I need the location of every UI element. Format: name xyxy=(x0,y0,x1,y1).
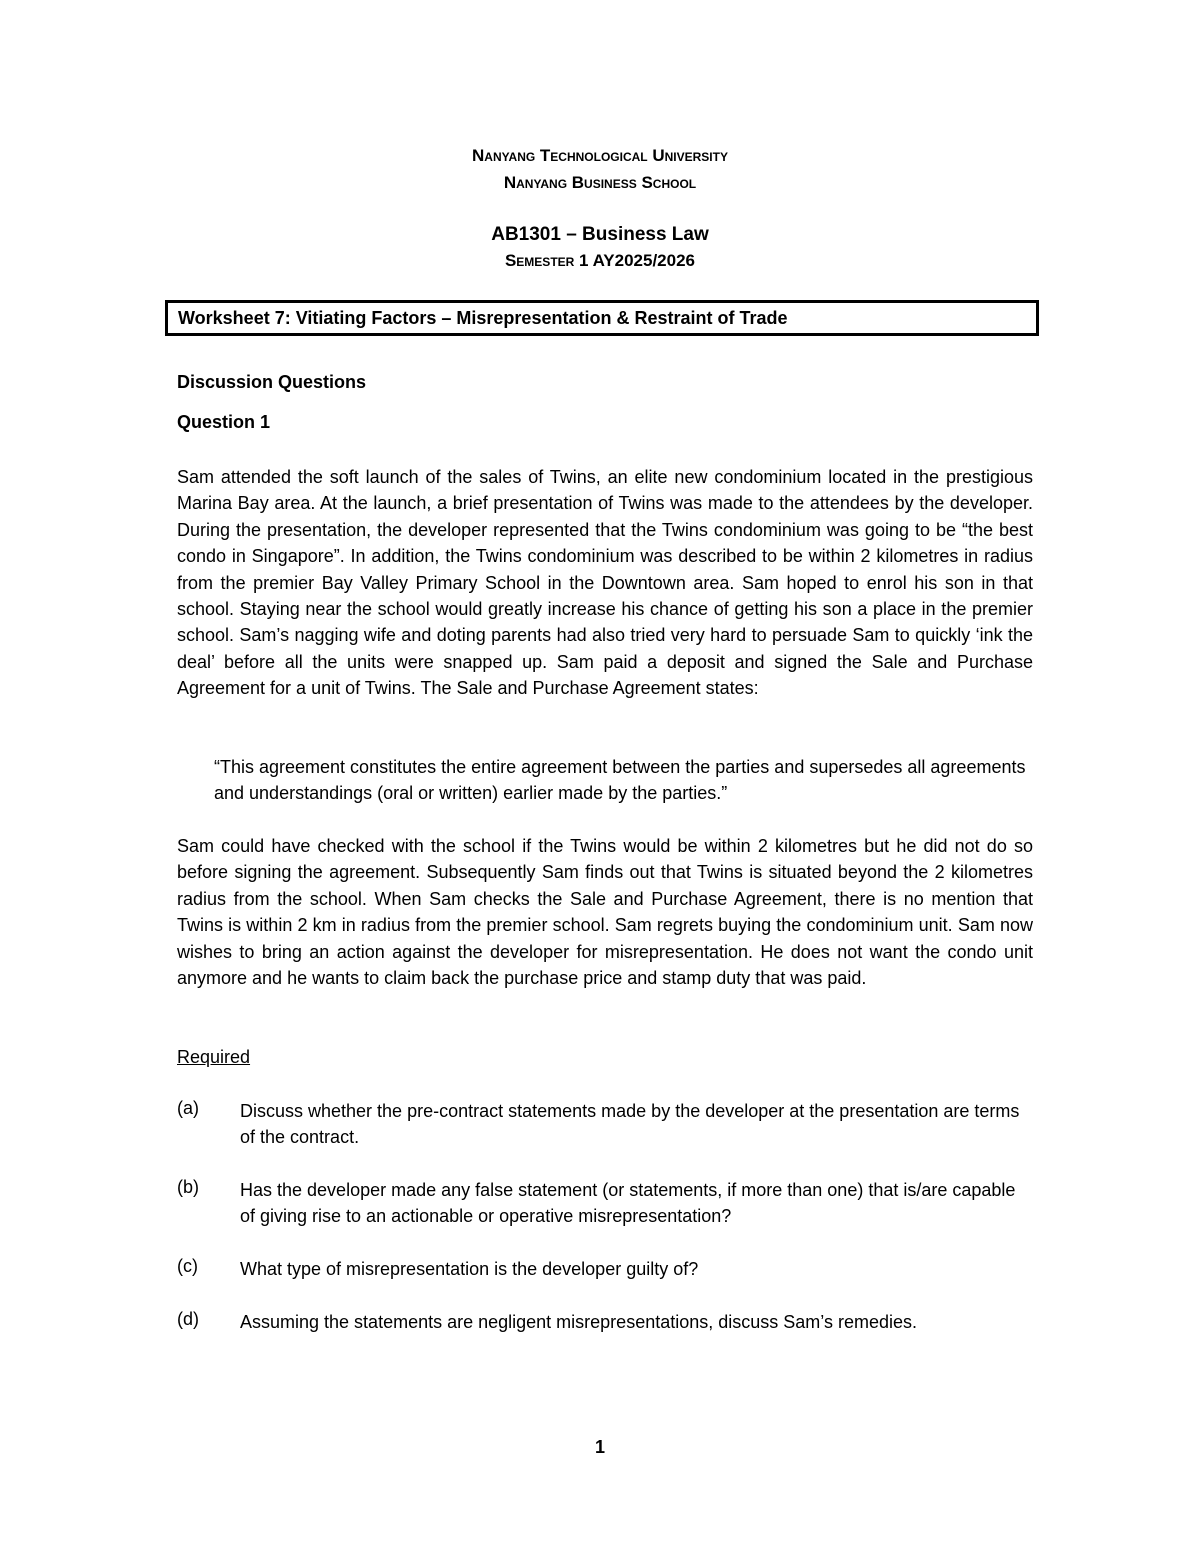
section-heading: Discussion Questions xyxy=(177,372,367,392)
page-number: 1 xyxy=(594,1437,605,1457)
school-name: Nanyang Business School xyxy=(503,173,697,192)
semester-label: Semester 1 AY2025/2026 xyxy=(504,251,696,270)
agreement-quote: “This agreement constitutes the entire agreement between the parties and supersedes all agreements and understandings (oral or written) earlier made by the parties.” xyxy=(214,757,1026,804)
question-a-text: Discuss whether the pre-contract statements made by the developer at the presentation are terms of the contract. xyxy=(240,1101,1020,1148)
scenario-paragraph-2: Sam could have checked with the school if the Twins would be within 2 kilometres but he did not do so before signing the agreement. Subsequently Sam finds out that Twins is situated beyond the 2 kilometres radius from the school. When Sam checks the Sale and Purchase Agreement, there is no mention that Twins is within 2 km in radius from the premier school. Sam regrets buying the condominium unit. Sam now wishes to bring an action against the developer for misrepresentation. He does not want the condo unit anymore and he wants to claim back the purchase price and stamp duty that was paid. xyxy=(177,836,1033,989)
required-heading: Required xyxy=(177,1047,251,1067)
question-b-label: (b) xyxy=(177,1177,199,1197)
worksheet-title: Worksheet 7: Vitiating Factors – Misrepresentation & Restraint of Trade xyxy=(178,308,788,328)
question-d-text: Assuming the statements are negligent misrepresentations, discuss Sam’s remedies. xyxy=(240,1312,917,1332)
course-title: AB1301 – Business Law xyxy=(491,224,709,245)
question-a-label: (a) xyxy=(177,1098,199,1118)
question-c-label: (c) xyxy=(177,1256,198,1276)
university-name: Nanyang Technological University xyxy=(472,146,728,165)
question-b-text: Has the developer made any false statement (or statements, if more than one) that is/are capable of giving rise to an actionable or operative misrepresentation? xyxy=(240,1180,1016,1227)
question-d-label: (d) xyxy=(177,1309,199,1329)
question-c-text: What type of misrepresentation is the developer guilty of? xyxy=(240,1259,699,1279)
scenario-paragraph-1: Sam attended the soft launch of the sales of Twins, an elite new condominium located in the prestigious Marina Bay area. At the launch, a brief presentation of Twins was made to the attendees by the developer. During the presentation, the developer represented that the Twins condominium was going to be “the best condo in Singapore”. In addition, the Twins condominium was described to be within 2 kilometres in radius from the premier Bay Valley Primary School in the Downtown area. Sam hoped to enrol his son in that school. Staying near the school would greatly increase his chance of getting his son a place in the premier school. Sam’s nagging wife and doting parents had also tried very hard to persuade Sam to quickly ‘ink the deal’ before all the units were snapped up. Sam paid a deposit and signed the Sale and Purchase Agreement for a unit of Twins. The Sale and Purchase Agreement states: xyxy=(177,467,1033,699)
question-heading: Question 1 xyxy=(177,412,271,432)
worksheet-title-box xyxy=(165,300,1039,336)
